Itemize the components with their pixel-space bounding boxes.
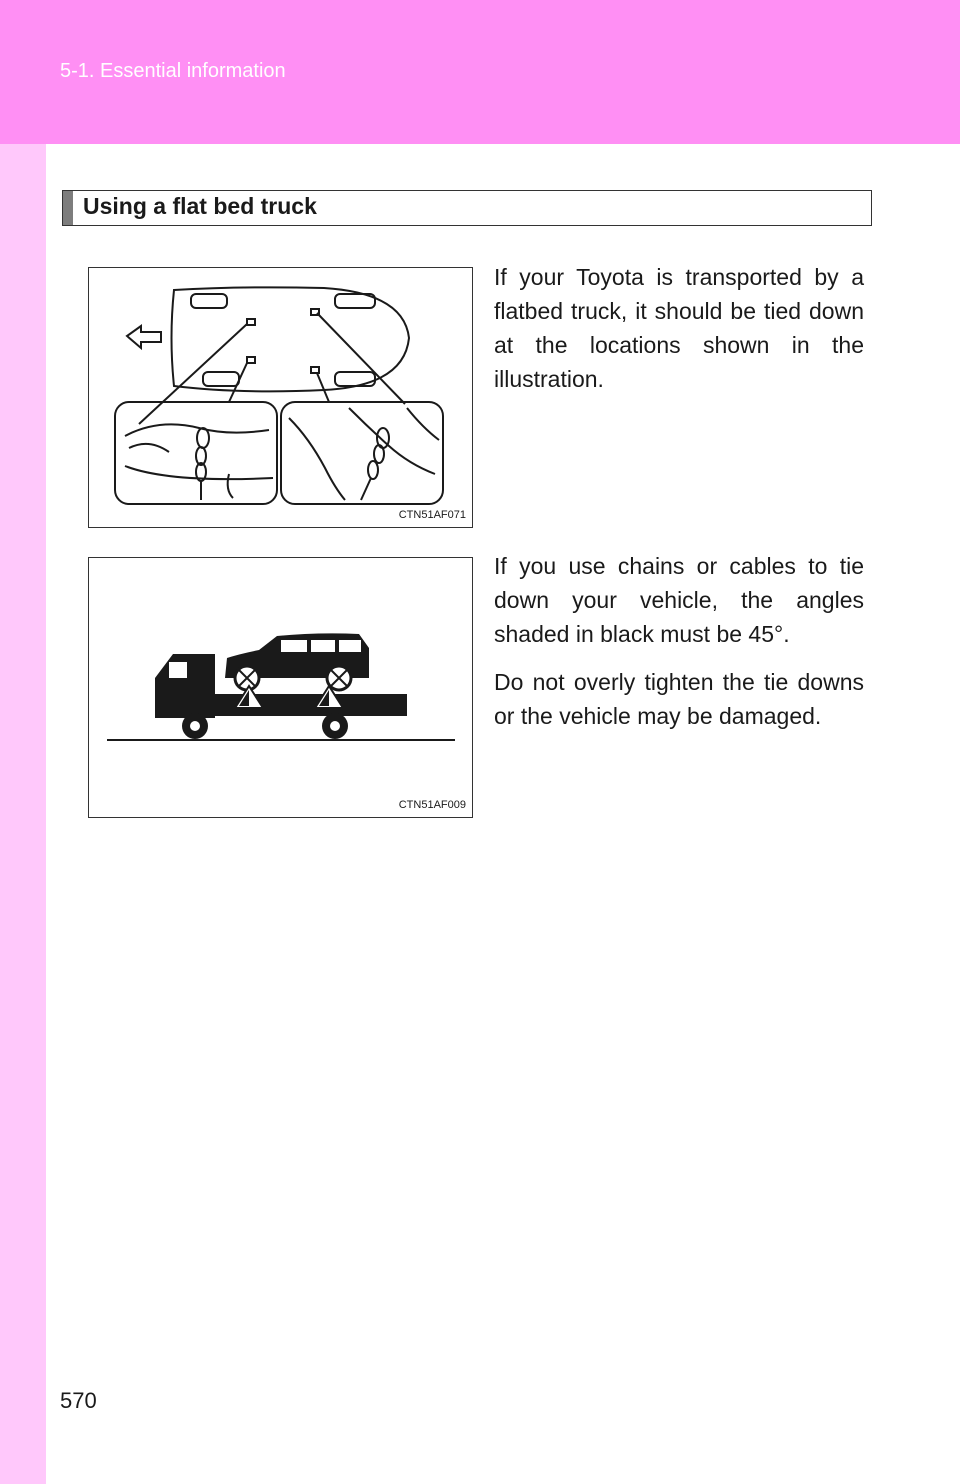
tie-down-locations-illustration bbox=[89, 268, 472, 527]
figure-tie-down-locations bbox=[88, 267, 473, 528]
section-title: Using a flat bed truck bbox=[83, 193, 317, 219]
side-band bbox=[0, 144, 46, 1484]
paragraph-tightening-warning: Do not overly tighten the tie downs or the vehicle may be damaged. bbox=[494, 669, 864, 729]
paragraph-chain-angles: If you use chains or cables to tie down your vehicle, the angles shaded in black must be 45°. bbox=[494, 553, 864, 647]
figure-code: CTN51AF071 bbox=[398, 509, 466, 521]
flatbed-truck-illustration bbox=[89, 558, 472, 817]
page-number: 570 bbox=[60, 1388, 97, 1413]
heading-marker bbox=[63, 191, 73, 225]
section-heading bbox=[62, 190, 872, 226]
paragraph-tie-down-locations: If your Toyota is transported by a flatbed truck, it should be tied down at the locations shown in the illustration. bbox=[494, 264, 864, 392]
figure-flatbed-truck bbox=[88, 557, 473, 818]
figure-code: CTN51AF009 bbox=[398, 799, 466, 811]
chapter-section-label: 5-1. Essential information bbox=[60, 60, 286, 82]
